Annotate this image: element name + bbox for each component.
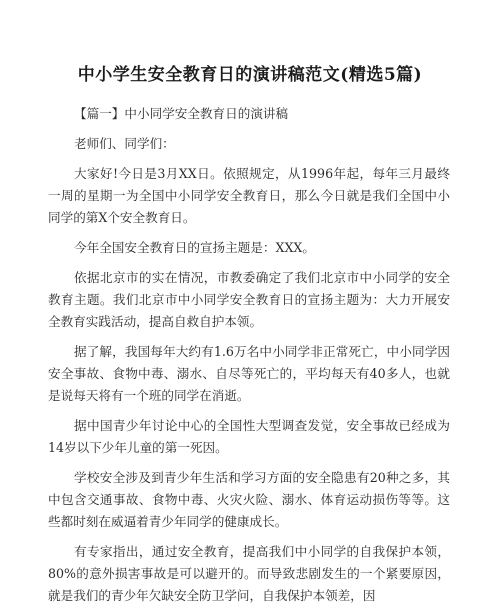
- paragraph: 有专家指出，通过安全教育，提高我们中小同学的自我保护本领，80%的意外损害事故是可以避开的。而导致悲剧发生的一个紧要原因，就是我们的青少年欠缺安全防卫学问，自我保护本领差，因: [48, 544, 450, 603]
- paragraph: 依据北京市的实在情况，市教委确定了我们北京市中小同学的安全教育主题。我们北京市中小同学安全教育日的宣扬主题为：大力开展安全教育实践活动，提高自救自护本领。: [48, 270, 450, 329]
- document-title: 中小学生安全教育日的演讲稿范文(精选5篇): [77, 65, 423, 85]
- document-body: [48, 103, 450, 615]
- paragraph: 大家好!今日是3月XX日。依照规定，从1996年起，每年三月最终一周的星期一为全国中小同学安全教育日，那么今日就是我们全国中小同学的第X个安全教育日。: [48, 166, 450, 225]
- paragraph: 老师们、同学们：: [74, 136, 175, 151]
- paragraph: 今年全国安全教育日的宣扬主题是：XXX。: [74, 240, 315, 255]
- paragraph: 据了解，我国每年大约有1.6万名中小同学非正常死亡，中小同学因安全事故、食物中毒、溺水、自尽等死亡的，平均每天有40多人，也就是说每天将有一个班的同学在消逝。: [48, 344, 450, 403]
- section-heading: 【篇一】中小同学安全教育日的演讲稿: [74, 106, 289, 121]
- paragraph: 据中国青少年讨论中心的全国性大型调查发觉，安全事故已经成为14岁以下少年儿童的第一死因。: [48, 418, 450, 455]
- paragraph: 学校安全涉及到青少年生活和学习方面的安全隐患有20种之多，其中包含交通事故、食物中毒、火灾火险、溺水、体育运动损伤等等。这些都时刻在威逼着青少年同学的健康成长。: [48, 470, 450, 529]
